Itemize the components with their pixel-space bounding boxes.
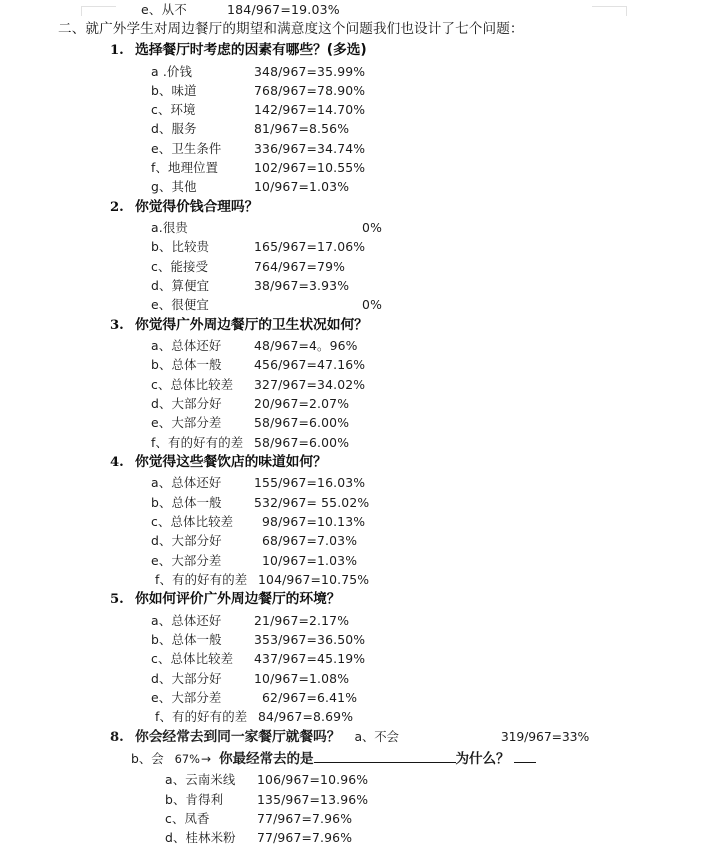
option-label: a、总体还好 [151, 612, 222, 628]
option-value: 10/967=1.03% [262, 552, 358, 568]
option-value: 67% [174, 752, 200, 767]
option-value: 81/967=8.56% [254, 121, 350, 137]
option-value: 532/967= 55.02% [254, 494, 370, 510]
option-label: f、有的好有的差 [155, 571, 248, 587]
option-row [0, 630, 715, 649]
option-label: f、有的好有的差 [155, 709, 248, 725]
option-value: 84/967=8.69% [258, 709, 354, 725]
option-value: 764/967=79% [254, 258, 346, 274]
option-value: 58/967=6.00% [254, 434, 350, 450]
option-value: 0% [362, 297, 382, 313]
option-value: 155/967=16.03% [254, 475, 366, 491]
option-value: 102/967=10.55% [254, 159, 366, 175]
option-label: c、能接受 [151, 258, 209, 274]
option-row [0, 828, 715, 846]
option-row [0, 531, 715, 550]
option-label: a、不会 [354, 729, 399, 745]
option-value: 348/967=35.99% [254, 63, 366, 79]
option-label: a、总体还好 [151, 338, 222, 354]
option-value: 10/967=1.03% [254, 179, 350, 195]
option-row [0, 375, 715, 394]
option-label: c、环境 [151, 102, 196, 118]
question-text: 你如何评价广外周边餐厅的环境？ [135, 591, 341, 608]
question-number: 3. [110, 317, 124, 333]
question-number: 1. [110, 43, 124, 58]
option-row [0, 81, 715, 100]
option-row [0, 177, 715, 196]
option-label: e、大部分差 [151, 552, 222, 568]
option-value: 77/967=7.96% [257, 811, 353, 826]
option-value: 437/967=45.19% [254, 651, 366, 667]
question-number: 5. [110, 592, 124, 608]
option-row [0, 770, 715, 789]
option-row [0, 237, 715, 256]
option-value: 0% [362, 220, 382, 236]
option-label: d、服务 [151, 121, 197, 137]
question-heading [0, 40, 715, 62]
option-label: b、总体一般 [151, 357, 222, 373]
option-label: d、桂林米粉 [165, 830, 236, 846]
option-value: 62/967=6.41% [262, 689, 358, 705]
option-value: 768/967=78.90% [254, 82, 366, 98]
question-text: 你觉得广外周边餐厅的卫生状况如何？ [135, 316, 368, 333]
option-row [0, 473, 715, 492]
option-row [0, 688, 715, 707]
option-label: b、肯得利 [165, 791, 224, 807]
option-row [0, 790, 715, 809]
option-row [0, 669, 715, 688]
fill-in-blank-short[interactable] [514, 749, 536, 763]
question-heading [0, 589, 715, 611]
option-label: a .价钱 [151, 63, 193, 79]
option-label: g、其他 [151, 179, 197, 195]
option-row [0, 394, 715, 413]
option-value: 327/967=34.02% [254, 376, 366, 392]
option-label: a.很贵 [151, 220, 188, 236]
option-row [0, 413, 715, 432]
option-row [0, 355, 715, 374]
option-value: 336/967=34.74% [254, 140, 366, 156]
option-label: a、总体还好 [151, 475, 222, 491]
option-row [0, 493, 715, 512]
option-row [0, 276, 715, 295]
option-label: f、有的好有的差 [151, 434, 244, 450]
option-value: 104/967=10.75% [258, 571, 370, 587]
option-label: d、大部分好 [151, 395, 222, 411]
option-row [0, 433, 715, 452]
question-heading [0, 726, 715, 748]
question-number: 8. [110, 730, 124, 746]
option-row [0, 295, 715, 314]
option-label: e、大部分差 [151, 689, 222, 705]
option-value: 165/967=17.06% [254, 239, 366, 255]
option-value: 20/967=2.07% [254, 395, 350, 411]
option-row [0, 218, 715, 237]
option-value: 319/967=33% [500, 729, 590, 745]
question-heading [0, 315, 715, 337]
option-row [0, 570, 715, 589]
option-row [0, 336, 715, 355]
option-value: 58/967=6.00% [254, 415, 350, 431]
option-row [0, 707, 715, 726]
fill-in-blank-long[interactable] [314, 749, 456, 763]
option-label: b、会 [131, 751, 164, 767]
option-row [0, 62, 715, 81]
option-label: f、地理位置 [151, 159, 219, 175]
option-value: 38/967=3.93% [254, 277, 350, 293]
option-label: d、大部分好 [151, 670, 222, 686]
option-value: 135/967=13.96% [257, 791, 369, 807]
option-row [0, 551, 715, 570]
question-text: 选择餐厅时考虑的因素有哪些？(多选) [135, 42, 367, 58]
option-label: e、大部分差 [151, 415, 222, 431]
option-label: c、总体比较差 [151, 651, 234, 667]
option-value: 353/967=36.50% [254, 631, 366, 647]
option-label: b、味道 [151, 82, 197, 98]
option-label: e、卫生条件 [151, 140, 222, 156]
option-row [0, 119, 715, 138]
option-label: c、总体比较差 [151, 376, 234, 392]
option-row [0, 649, 715, 668]
option-label: d、算便宜 [151, 277, 210, 293]
orphan-option-row [0, 0, 715, 19]
option-label: b、总体一般 [151, 494, 222, 510]
section-intro-text: 二、就广外学生对周边餐厅的期望和满意度这个问题我们也设计了七个问题： [58, 21, 524, 37]
option-row [0, 139, 715, 158]
option-value: 184/967=19.03% [227, 2, 340, 17]
question-subline [0, 748, 715, 770]
option-value: 98/967=10.13% [262, 513, 366, 529]
option-row [0, 158, 715, 177]
option-label: e、很便宜 [151, 297, 209, 313]
option-label: e、从不 [141, 2, 187, 17]
arrow-right-icon: → [200, 752, 212, 767]
followup-why-label: 为什么？ [455, 751, 510, 768]
option-label: a、云南米线 [165, 772, 236, 788]
option-value: 68/967=7.03% [262, 533, 358, 549]
question-heading [0, 452, 715, 474]
option-label: c、总体比较差 [151, 513, 234, 529]
option-label: b、比较贵 [151, 239, 210, 255]
question-text: 你会经常去到同一家餐厅就餐吗？ [135, 729, 341, 746]
option-value: 10/967=1.08% [254, 670, 350, 686]
option-value: 48/967=4。96% [254, 338, 358, 354]
option-value: 456/967=47.16% [254, 357, 366, 373]
option-value: 142/967=14.70% [254, 102, 366, 118]
question-number: 4. [110, 454, 124, 470]
question-text: 你觉得这些餐饮店的味道如何？ [135, 453, 327, 470]
option-row [0, 257, 715, 276]
option-row [0, 809, 715, 828]
option-row [0, 611, 715, 630]
option-label: c、凤香 [165, 811, 210, 826]
option-value: 21/967=2.17% [254, 612, 350, 628]
option-label: b、总体一般 [151, 631, 222, 647]
followup-prompt: 你最经常去的是 [219, 751, 314, 768]
option-row [0, 100, 715, 119]
question-text: 你觉得价钱合理吗？ [135, 198, 259, 215]
question-heading [0, 197, 715, 219]
option-row [0, 512, 715, 531]
option-value: 77/967=7.96% [257, 830, 353, 846]
question-number: 2. [110, 199, 124, 215]
option-value: 106/967=10.96% [257, 772, 369, 788]
option-label: d、大部分好 [151, 533, 222, 549]
